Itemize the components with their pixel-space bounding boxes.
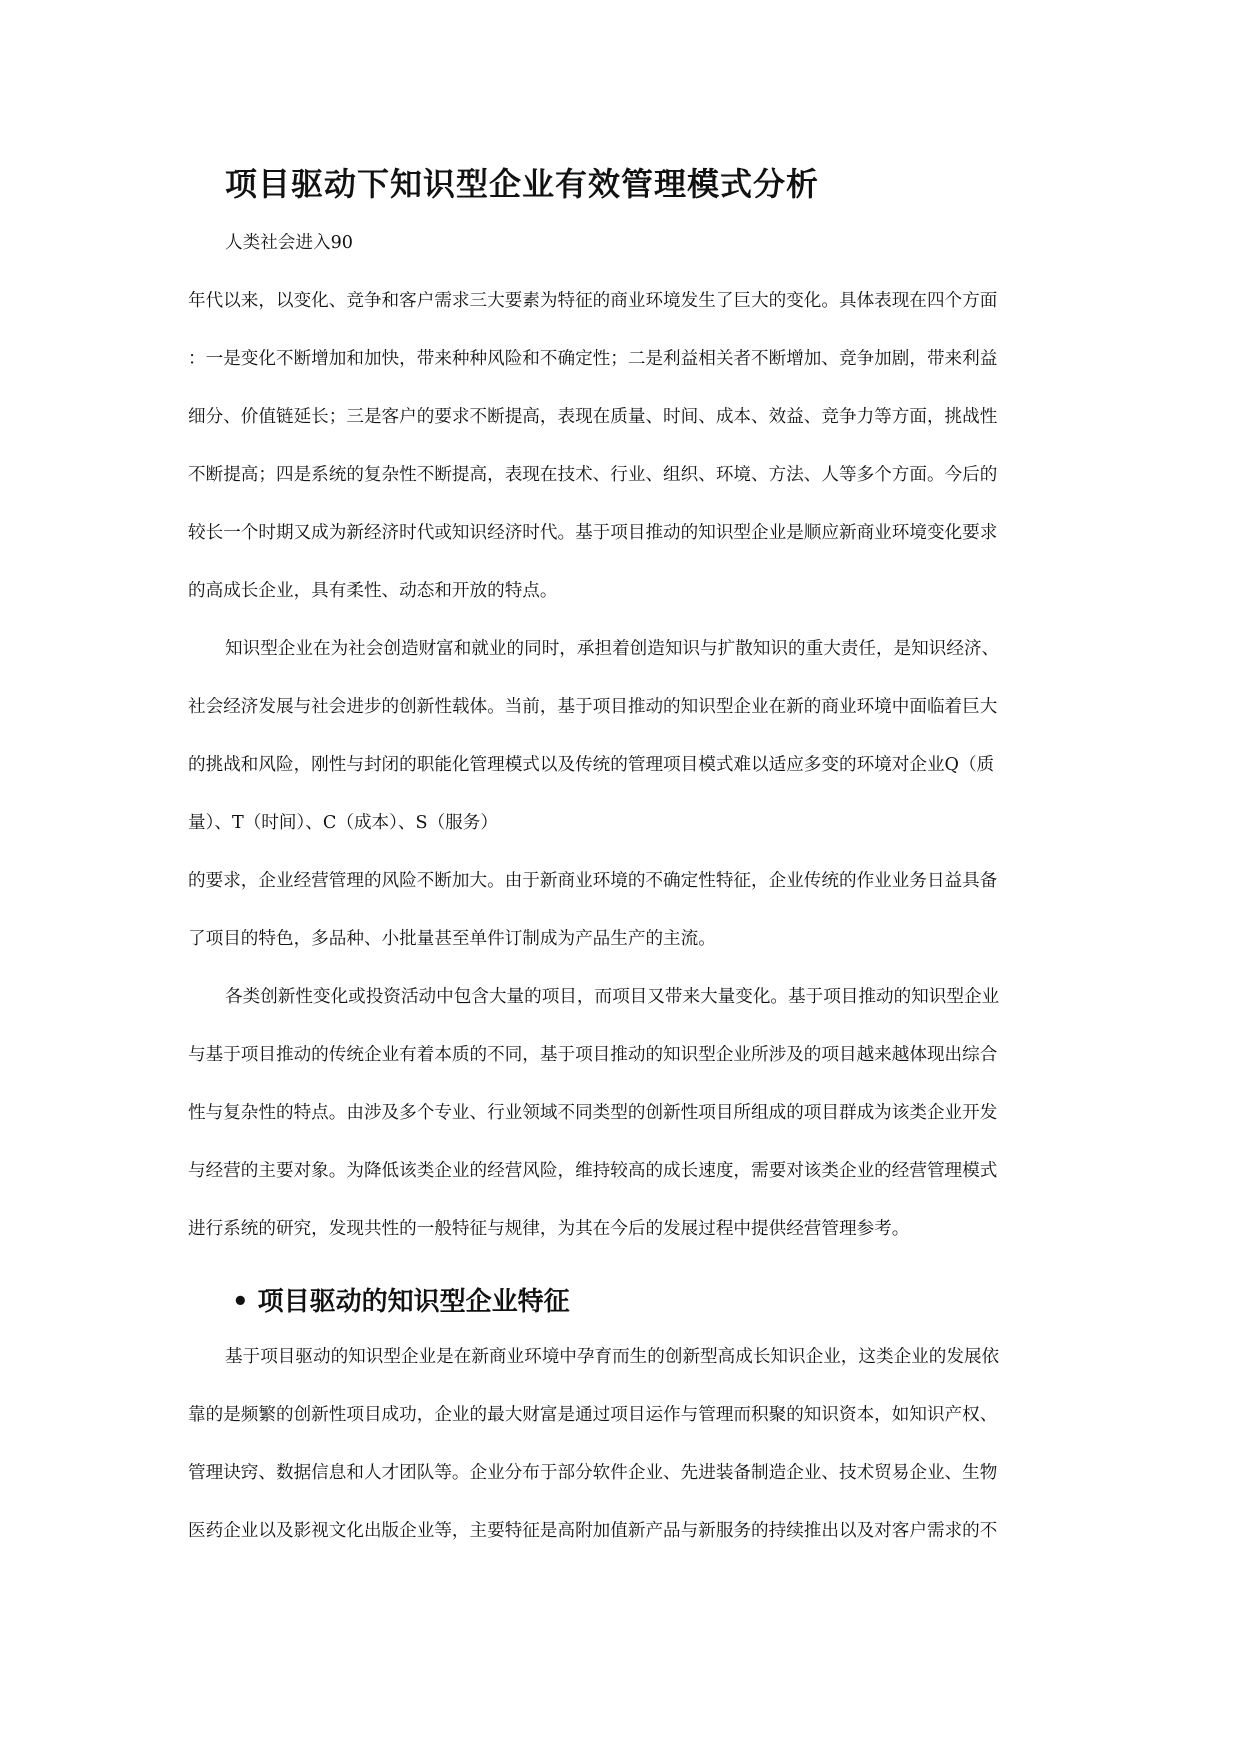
paragraph-2-line-3: 的挑战和风险，刚性与封闭的职能化管理模式以及传统的管理项目模式难以适应多变的环境对企业Q（质 (188, 755, 995, 775)
paragraph-2-line-1: 知识型企业在为社会创造财富和就业的同时，承担着创造知识与扩散知识的重大责任，是知识经济、 (225, 639, 1000, 659)
paragraph-3-line-2: 与基于项目推动的传统企业有着本质的不同，基于项目推动的知识型企业所涉及的项目越来越体现出综合 (188, 1045, 998, 1065)
paragraph-3-line-4: 与经营的主要对象。为降低该类企业的经营风险，维持较高的成长速度，需要对该类企业的经营管理模式 (188, 1161, 998, 1181)
section-paragraph-line-1: 基于项目驱动的知识型企业是在新商业环境中孕育而生的创新型高成长知识企业，这类企业的发展依 (225, 1347, 1000, 1367)
paragraph-2-line-2: 社会经济发展与社会进步的创新性载体。当前，基于项目推动的知识型企业在新的商业环境中面临着巨大 (188, 697, 998, 717)
paragraph-2-line-5: 的要求，企业经营管理的风险不断加大。由于新商业环境的不确定性特征，企业传统的作业业务日益具备 (188, 871, 998, 891)
section-paragraph-line-3: 管理诀窍、数据信息和人才团队等。企业分布于部分软件企业、先进装备制造企业、技术贸易企业、生物 (188, 1463, 998, 1483)
paragraph-3-line-5: 进行系统的研究，发现共性的一般特征与规律，为其在今后的发展过程中提供经营管理参考。 (188, 1219, 910, 1239)
document-title: 项目驱动下知识型企业有效管理模式分析 (225, 165, 820, 203)
paragraph-1-line-1: 人类社会进入90 (225, 233, 353, 253)
paragraph-3-line-3: 性与复杂性的特点。由涉及多个专业、行业领域不同类型的创新性项目所组成的项目群成为该类企业开发 (188, 1103, 998, 1123)
paragraph-1-line-3: ：一是变化不断增加和加快，带来种种风险和不确定性；二是利益相关者不断增加、竞争加剧，带来利益 (188, 349, 998, 369)
section-paragraph-line-2: 靠的是频繁的创新性项目成功，企业的最大财富是通过项目运作与管理而积聚的知识资本，如知识产权、 (188, 1405, 998, 1425)
section-paragraph-line-4: 医药企业以及影视文化出版企业等，主要特征是高附加值新产品与新服务的持续推出以及对客户需求的不 (188, 1521, 998, 1541)
section-heading: • 项目驱动的知识型企业特征 (232, 1287, 570, 1317)
paragraph-1-line-6: 较长一个时期又成为新经济时代或知识经济时代。基于项目推动的知识型企业是顺应新商业环境变化要求 (188, 523, 998, 543)
paragraph-1-line-2: 年代以来，以变化、竞争和客户需求三大要素为特征的商业环境发生了巨大的变化。具体表现在四个方面 (188, 291, 998, 311)
paragraph-1-line-5: 不断提高；四是系统的复杂性不断提高，表现在技术、行业、组织、环境、方法、人等多个方面。今后的 (188, 465, 998, 485)
paragraph-3-line-1: 各类创新性变化或投资活动中包含大量的项目，而项目又带来大量变化。基于项目推动的知识型企业 (225, 987, 1000, 1007)
paragraph-1-line-7: 的高成长企业，具有柔性、动态和开放的特点。 (188, 581, 558, 601)
paragraph-2-line-4: 量）、T（时间）、C（成本）、S（服务） (188, 813, 498, 833)
paragraph-2-line-6: 了项目的特色，多品种、小批量甚至单件订制成为产品生产的主流。 (188, 929, 716, 949)
paragraph-1-line-4: 细分、价值链延长；三是客户的要求不断提高，表现在质量、时间、成本、效益、竞争力等方面，挑战性 (188, 407, 998, 427)
